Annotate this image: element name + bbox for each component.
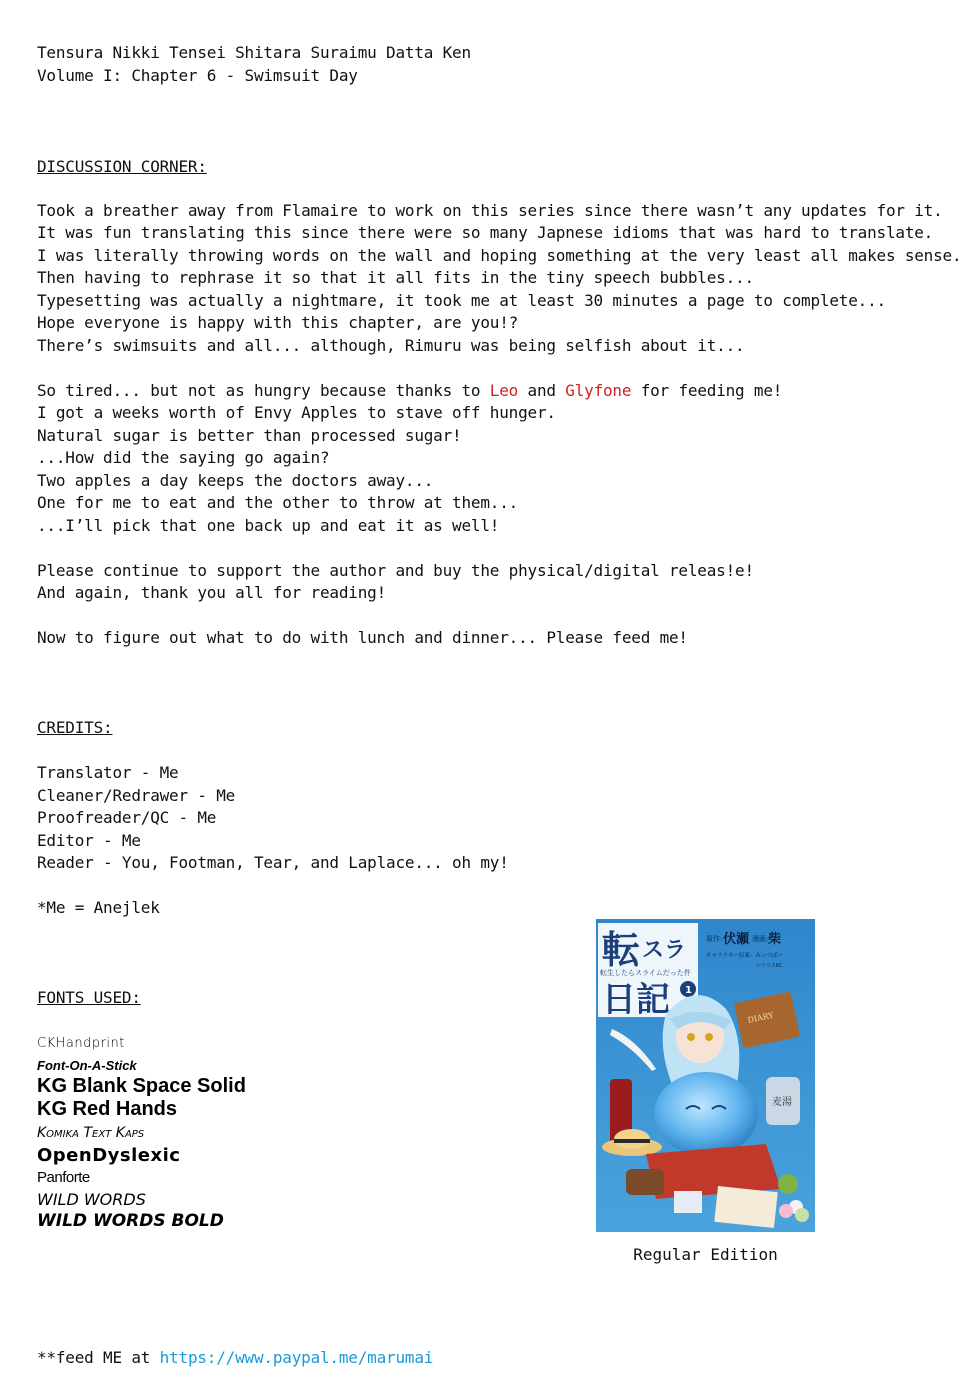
discussion-line: Two apples a day keeps the doctors away...	[37, 471, 434, 490]
discussion-line: There’s swimsuits and all... although, Rimuru was being selfish about it...	[37, 336, 745, 355]
credit-line: Translator - Me	[37, 763, 179, 782]
discussion-line: Natural sugar is better than processed sugar!	[37, 426, 462, 445]
cover-credit-char-design: キャラクター原案：みっつばー	[706, 953, 783, 959]
discussion-line: Took a breather away from Flamaire to work on this series since there wasn’t any updates for it.	[37, 201, 943, 220]
discussion-line: I was literally throwing words on the wall and hoping something at the very least all makes sense.	[37, 246, 962, 265]
discussion-line: Hope everyone is happy with this chapter, are you!?	[37, 313, 519, 332]
thanks-suffix: for feeding me!	[631, 381, 783, 400]
cover-publisher: シリウスKC	[756, 963, 783, 969]
discussion-line: Please continue to support the author and buy the physical/digital releas!e!	[37, 561, 754, 580]
me-note: *Me = Anejlek	[37, 898, 160, 917]
credit-line: Reader - You, Footman, Tear, and Laplace... oh my!	[37, 853, 509, 872]
footer-prefix: **feed ME at	[37, 1348, 160, 1367]
cover-credit-original-name: 伏瀬	[723, 932, 750, 947]
cover-credit-original-label: 原作:	[706, 935, 723, 943]
font-sample-font-on-a-stick: Font-On-A-Stick	[37, 1058, 137, 1073]
discussion-line: Typesetting was actually a nightmare, it took me at least 30 minutes a page to complete...	[37, 291, 886, 310]
discussion-line: Then having to rephrase it so that it all fits in the tiny speech bubbles...	[37, 268, 754, 287]
cover-credit-art-name: 柴	[768, 932, 782, 947]
font-sample-ckhandprint: CKHandprint	[37, 1036, 125, 1051]
credits-heading: CREDITS:	[37, 718, 113, 737]
thanks-prefix: So tired... but not as hungry because thanks to	[37, 381, 490, 400]
credit-line: Cleaner/Redrawer - Me	[37, 786, 236, 805]
discussion-heading: DISCUSSION CORNER:	[37, 157, 207, 176]
discussion-line: ...How did the saying go again?	[37, 448, 330, 467]
font-sample-komika-text-kaps: Komika Text Kaps	[37, 1125, 145, 1141]
footer-line	[37, 1347, 433, 1369]
discussion-line: It was fun translating this since there were so many Japnese idioms that was hard to translate.	[37, 223, 934, 242]
fonts-heading: FONTS USED:	[37, 988, 141, 1007]
cover-caption: Regular Edition	[633, 1245, 778, 1264]
cover-subtitle: 転生したらスライムだった件	[600, 969, 691, 977]
chapter-title: Volume I: Chapter 6 - Swimsuit Day	[37, 66, 358, 85]
thanks-line	[37, 380, 782, 402]
discussion-line: ...I’ll pick that one back up and eat it as well!	[37, 516, 500, 535]
series-title: Tensura Nikki Tensei Shitara Suraimu Datta Ken	[37, 43, 471, 62]
font-sample-opendyslexic: OpenDyslexic	[37, 1145, 181, 1166]
cover-image	[596, 919, 815, 1232]
cover-volume-badge: 1	[685, 985, 692, 996]
font-sample-kg-blank-space-solid: KG Blank Space Solid	[37, 1075, 246, 1097]
cover-title-kanji: 転	[602, 928, 641, 972]
paypal-link[interactable]: https://www.paypal.me/marumai	[159, 1348, 434, 1367]
cover-title-kana: スラ	[642, 938, 687, 963]
credit-line: Editor - Me	[37, 831, 141, 850]
font-sample-wild-words-bold: WILD WORDS BOLD	[37, 1211, 224, 1231]
discussion-line: And again, thank you all for reading!	[37, 583, 387, 602]
cover-book-label: DIARY	[746, 1010, 775, 1025]
thanks-and: and	[518, 381, 566, 400]
thanks-name-glyfone: Glyfone	[565, 381, 632, 400]
cover-credit-art-label: 漫画:	[752, 935, 769, 943]
credit-line: Proofreader/QC - Me	[37, 808, 217, 827]
discussion-line: I got a weeks worth of Envy Apples to stave off hunger.	[37, 403, 556, 422]
font-sample-panforte: Panforte	[37, 1169, 90, 1186]
cover-title-diary: 日記	[602, 980, 670, 1020]
cover-jar-label: 麦湯	[772, 1097, 792, 1108]
discussion-line: Now to figure out what to do with lunch and dinner... Please feed me!	[37, 628, 688, 647]
discussion-line: One for me to eat and the other to throw at them...	[37, 493, 519, 512]
font-sample-kg-red-hands: KG Red Hands	[37, 1098, 178, 1120]
font-sample-wild-words: WILD WORDS	[37, 1190, 146, 1209]
thanks-name-leo: Leo	[489, 381, 519, 400]
